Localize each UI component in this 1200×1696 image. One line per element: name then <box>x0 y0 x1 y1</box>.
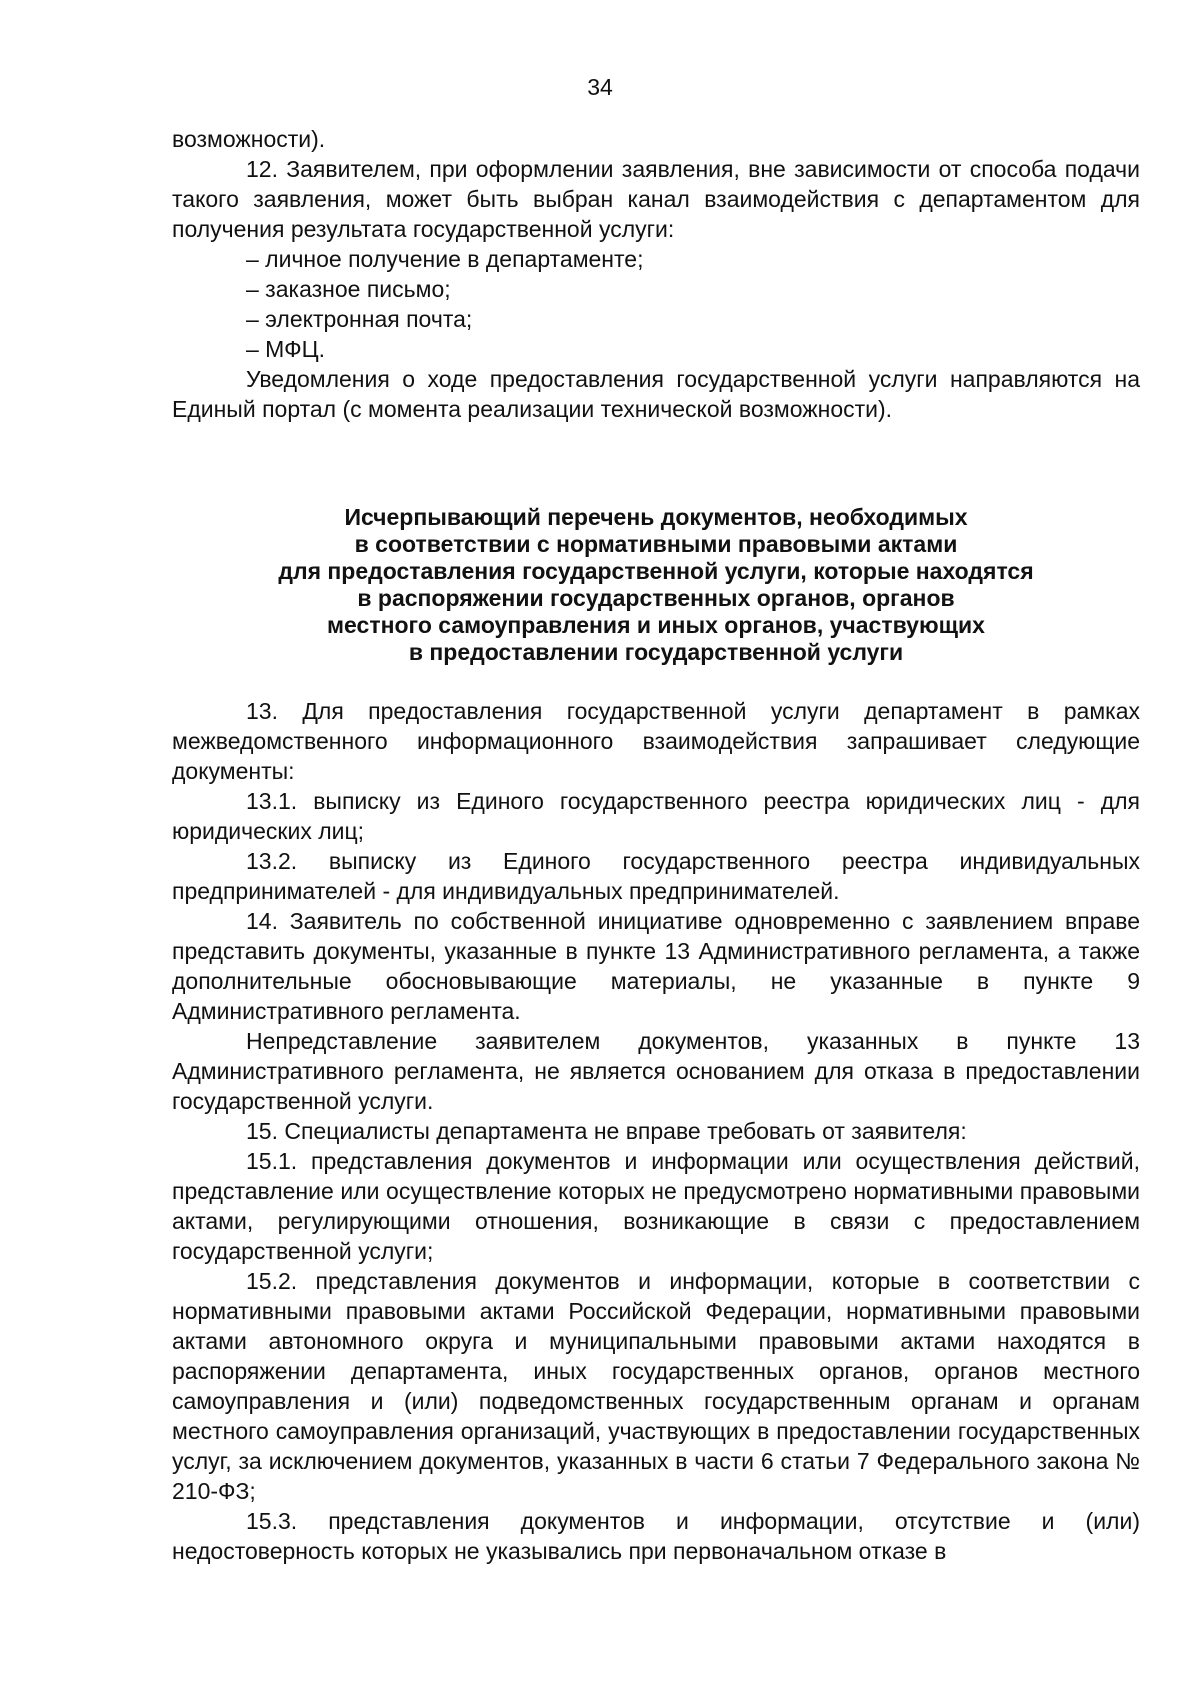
top-block <box>172 124 1140 424</box>
list-item: – личное получение в департаменте; <box>246 246 644 272</box>
heading-line: в предоставлении государственной услуги <box>408 639 904 665</box>
list-item: – МФЦ. <box>246 336 325 362</box>
page-number: 34 <box>587 74 613 100</box>
paragraph: Непредставление заявителем документов, указанных в пункте 13 Административного регламента, не является основанием для отказа в предоставлении государственной услуги. <box>172 1028 1140 1114</box>
bottom-block <box>172 696 1140 1566</box>
paragraph: 14. Заявитель по собственной инициативе одновременно с заявлением вправе представить документы, указанные в пункте 13 Административного регламента, а также дополнительные обосновывающие материалы, не указанные в пункте 9 Административного регламента. <box>172 908 1140 1024</box>
heading-line: для предоставления государственной услуги, которые находятся <box>278 558 1034 584</box>
paragraph: 15.2. представления документов и информации, которые в соответствии с нормативными правовыми актами Российской Федерации, нормативными правовыми актами автономного округа и муниципальными правовыми актами находятся в распоряжении департамента, иных государственных органов, органов местного самоуправления и (или) подведомственных государственным органам и органам местного самоуправления организаций, участвующих в предоставлении государственных услуг, за исключением документов, указанных в части 6 статьи 7 Федерального закона № 210-ФЗ; <box>172 1268 1140 1504</box>
paragraph: возможности). <box>172 126 326 152</box>
document-body <box>172 124 1140 1566</box>
heading-line: Исчерпывающий перечень документов, необходимых <box>344 504 968 530</box>
list-item: – электронная почта; <box>246 306 473 332</box>
list-item: – заказное письмо; <box>246 276 451 302</box>
heading-line: местного самоуправления и иных органов, участвующих <box>327 612 985 638</box>
heading-line: в распоряжении государственных органов, органов <box>357 585 955 611</box>
section-heading <box>172 504 1140 666</box>
paragraph: 13.2. выписку из Единого государственного реестра индивидуальных предпринимателей - для индивидуальных предпринимателей. <box>172 848 1140 904</box>
paragraph: 12. Заявителем, при оформлении заявления, вне зависимости от способа подачи такого заявления, может быть выбран канал взаимодействия с департаментом для получения результата государственной услуги: <box>172 156 1140 242</box>
paragraph: 15. Специалисты департамента не вправе требовать от заявителя: <box>246 1118 967 1144</box>
paragraph: 15.3. представления документов и информации, отсутствие и (или) недостоверность которых не указывались при первоначальном отказе в <box>172 1508 1140 1564</box>
heading-line: в соответствии с нормативными правовыми актами <box>354 531 958 557</box>
paragraph: Уведомления о ходе предоставления государственной услуги направляются на Единый портал (с момента реализации технической возможности). <box>172 366 1140 422</box>
paragraph: 13. Для предоставления государственной услуги департамент в рамках межведомственного информационного взаимодействия запрашивает следующие документы: <box>172 698 1140 784</box>
paragraph: 15.1. представления документов и информации или осуществления действий, представление или осуществление которых не предусмотрено нормативными правовыми актами, регулирующими отношения, возникающие в связи с предоставлением государственной услуги; <box>172 1148 1140 1264</box>
paragraph: 13.1. выписку из Единого государственного реестра юридических лиц - для юридических лиц; <box>172 788 1140 844</box>
